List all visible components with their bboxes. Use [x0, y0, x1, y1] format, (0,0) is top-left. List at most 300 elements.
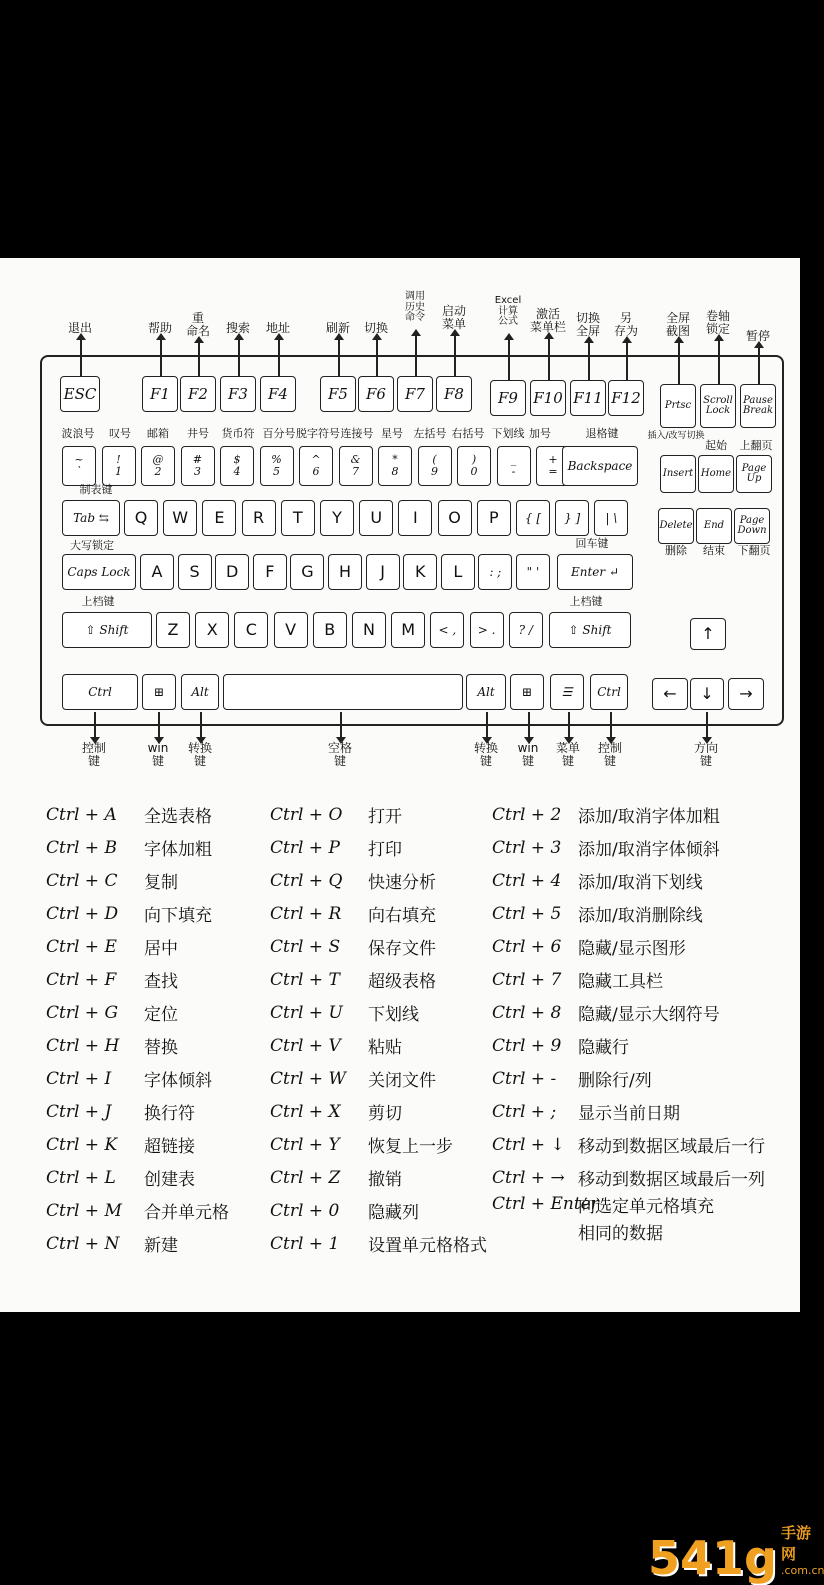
tab-row-key-4[interactable]: T: [281, 500, 315, 536]
shortcut-description: 移动到数据区域最后一列: [578, 1170, 765, 1190]
shortcut-row: [270, 1161, 487, 1194]
page-down-key[interactable]: Page Down: [734, 508, 770, 544]
arrow-left-key[interactable]: ←: [652, 678, 688, 710]
fn-label-1: 帮助: [147, 321, 173, 335]
number-key-upper: !: [116, 453, 121, 467]
arrow-down-key[interactable]: ↓: [690, 678, 724, 710]
fn-arrow-1: [160, 339, 162, 376]
bottom-label-menu: 菜单 键: [555, 741, 581, 768]
shortcut-description: 超级表格: [368, 972, 436, 992]
shortcut-combo: Ctrl + 8: [492, 1002, 562, 1023]
shift-row-key-0[interactable]: Z: [156, 612, 190, 648]
shortcut-description: 新建: [144, 1236, 178, 1256]
shortcut-row: [46, 1128, 229, 1161]
fn-label-15: 暂停: [745, 329, 771, 343]
bottom-label-ctrl_left: 控制 键: [81, 741, 107, 768]
shortcut-row: [46, 864, 229, 897]
shortcut-combo: Ctrl + -: [492, 1068, 557, 1089]
number-key-11[interactable]: [497, 446, 531, 486]
left-win-key[interactable]: ⊞: [142, 674, 176, 710]
caps-label: 大写锁定: [70, 539, 114, 552]
bottom-arrow-win_right: [528, 712, 530, 738]
shortcut-combo: Ctrl + R: [270, 903, 342, 924]
shortcut-row: [270, 963, 487, 996]
shortcut-column-3: [492, 798, 765, 1254]
shortcut-combo: Ctrl + 1: [270, 1233, 340, 1254]
fn-arrow-12: [626, 342, 628, 380]
fn-label-3: 搜索: [225, 321, 251, 335]
f6-key[interactable]: F6: [358, 376, 394, 412]
f1-key[interactable]: F1: [142, 376, 178, 412]
shortcut-combo: Ctrl + T: [270, 969, 340, 990]
shortcut-row: [270, 897, 487, 930]
shift-row-key-8[interactable]: > .: [470, 612, 504, 648]
shortcut-combo: Ctrl + 4: [492, 870, 562, 891]
fn-arrow-0: [80, 339, 82, 376]
shortcut-combo: Ctrl + V: [270, 1035, 341, 1056]
shortcut-row: [492, 897, 765, 930]
number-key-lower: 5: [273, 465, 280, 478]
tab-row-key-10[interactable]: { [: [516, 500, 550, 536]
shortcut-row: [492, 1128, 765, 1161]
number-key-2[interactable]: [141, 446, 175, 486]
shortcut-description: 合并单元格: [144, 1203, 229, 1223]
shift-row-key-9[interactable]: ? /: [509, 612, 543, 648]
number-key-upper: ): [471, 453, 477, 467]
shortcut-combo: Ctrl + 3: [492, 837, 562, 858]
shortcut-description: 恢复上一步: [368, 1137, 453, 1157]
number-key-3[interactable]: [181, 446, 215, 486]
shortcut-description: 超链接: [144, 1137, 195, 1157]
fn-arrow-8: [454, 335, 456, 376]
shortcut-row: [46, 996, 229, 1029]
shortcut-description: 字体加粗: [144, 840, 212, 860]
f8-key[interactable]: F8: [436, 376, 472, 412]
number-key-lower: 1: [115, 465, 122, 478]
f3-key[interactable]: F3: [220, 376, 256, 412]
shortcut-description: 添加/取消下划线: [578, 873, 703, 893]
tab-row-key-0[interactable]: Q: [124, 500, 158, 536]
number-key-1[interactable]: [102, 446, 136, 486]
f12-key[interactable]: F12: [608, 380, 644, 416]
shortcut-description: 字体倾斜: [144, 1071, 212, 1091]
delete-key[interactable]: Delete: [658, 508, 694, 544]
shortcut-row: [492, 864, 765, 897]
shortcut-description: 添加/取消字体加粗: [578, 807, 720, 827]
number-label-10: 右括号: [451, 427, 485, 440]
enter-key[interactable]: Enter ↵: [557, 554, 633, 590]
shortcut-row: [46, 1062, 229, 1095]
left-shift-label: 上档键: [81, 595, 115, 608]
f5-key[interactable]: F5: [320, 376, 356, 412]
number-key-lower: `: [76, 465, 82, 478]
watermark-site-name: 手游网: [780, 1524, 811, 1563]
watermark-logo-number: 541g: [648, 1531, 777, 1585]
caps-row-key-2[interactable]: D: [215, 554, 249, 590]
arrow-up-key[interactable]: ↑: [690, 618, 726, 650]
shortcut-row: [46, 831, 229, 864]
shortcut-row: [492, 1062, 765, 1095]
bottom-label-space: 空格 键: [327, 741, 353, 768]
number-label-5: 百分号: [262, 427, 296, 440]
shortcut-row: [270, 1194, 487, 1227]
caps-row-key-8[interactable]: L: [441, 554, 475, 590]
shortcut-row: [46, 1227, 229, 1260]
shortcut-description: 隐藏/显示大纲符号: [578, 1005, 720, 1025]
number-label-13: 退格键: [585, 427, 619, 440]
shortcut-row: [270, 1227, 487, 1260]
shortcut-row: [270, 1128, 487, 1161]
tab-row-key-2[interactable]: E: [202, 500, 236, 536]
bottom-arrow-win_left: [158, 712, 160, 738]
fn-label-0: 退出: [67, 321, 93, 335]
bottom-arrow-ctrl_right: [610, 712, 612, 738]
fn-label-5: 刷新: [325, 321, 351, 335]
fn-label-12: 另 存为: [613, 311, 639, 338]
watermark-url: .com.cn: [780, 1564, 824, 1577]
shortcut-description: 添加/取消删除线: [578, 906, 703, 926]
shortcut-row: [492, 963, 765, 996]
caps-row-key-5[interactable]: H: [328, 554, 362, 590]
number-key-5[interactable]: [260, 446, 294, 486]
fn-arrow-6: [376, 339, 378, 376]
tab-row-key-9[interactable]: P: [477, 500, 511, 536]
menu-key[interactable]: ☰: [550, 674, 584, 710]
f2-key[interactable]: F2: [180, 376, 216, 412]
fn-arrow-11: [588, 342, 590, 380]
tab-row-key-12[interactable]: | \: [594, 500, 628, 536]
bottom-label-win_right: win 键: [517, 741, 539, 768]
shortcut-row: [270, 798, 487, 831]
fn-arrow-15: [758, 347, 760, 384]
bottom-label-alt_left: 转换 键: [187, 741, 213, 768]
number-key-upper: %: [271, 453, 282, 467]
number-key-0[interactable]: [62, 446, 96, 486]
shortcut-description: 向下填充: [144, 906, 212, 926]
shortcut-combo: Ctrl + E: [46, 936, 117, 957]
caps-row-key-1[interactable]: S: [178, 554, 212, 590]
shortcut-combo: Ctrl + Enter: [492, 1194, 599, 1214]
keyboard-cheat-sheet: [0, 258, 800, 1312]
caps-lock-key[interactable]: Caps Lock: [62, 554, 136, 590]
caps-row-key-0[interactable]: A: [140, 554, 174, 590]
shortcut-description: 定位: [144, 1005, 178, 1025]
shortcut-description: 删除行/列: [578, 1071, 652, 1091]
home-key[interactable]: Home: [698, 455, 734, 493]
right-shift-key[interactable]: ⇧ Shift: [549, 612, 631, 648]
number-key-lower: -: [511, 465, 516, 478]
number-key-lower: 9: [431, 465, 438, 478]
f9-key[interactable]: F9: [490, 380, 526, 416]
insert-label: 插入/改写切换: [647, 431, 705, 441]
shortcut-description: 显示当前日期: [578, 1104, 680, 1124]
number-label-6: 脱字符号: [296, 427, 340, 440]
fn-arrow-5: [338, 339, 340, 376]
shortcut-row: [270, 1095, 487, 1128]
tab-key[interactable]: Tab ⇆: [62, 500, 120, 536]
shortcut-description: 替换: [144, 1038, 178, 1058]
shortcut-row: [492, 798, 765, 831]
number-key-upper: $: [233, 453, 241, 467]
fn-label-2: 重 命名: [185, 311, 211, 338]
shortcut-description: 添加/取消字体倾斜: [578, 840, 720, 860]
number-key-4[interactable]: [220, 446, 254, 486]
number-key-upper: @: [152, 453, 164, 467]
shortcut-combo: Ctrl + S: [270, 936, 341, 957]
caps-row-key-6[interactable]: J: [366, 554, 400, 590]
shortcut-row: [492, 1194, 765, 1254]
number-key-lower: =: [548, 465, 558, 478]
shortcut-description: 换行符: [144, 1104, 195, 1124]
right-alt-key[interactable]: Alt: [466, 674, 506, 710]
tab-row-key-7[interactable]: I: [398, 500, 432, 536]
shortcut-description: 复制: [144, 873, 178, 893]
shortcut-combo: Ctrl + 5: [492, 903, 562, 924]
shortcut-combo: Ctrl + Q: [270, 870, 343, 891]
number-key-lower: 8: [391, 465, 399, 478]
number-key-7[interactable]: [339, 446, 373, 486]
number-label-9: 左括号: [413, 427, 447, 440]
shortcut-row: [46, 897, 229, 930]
caps-row-key-10[interactable]: " ': [516, 554, 550, 590]
esc-key[interactable]: ESC: [60, 376, 100, 412]
shortcut-column-2: [270, 798, 487, 1260]
shortcut-combo: Ctrl + D: [46, 903, 119, 924]
shortcut-description: 下划线: [368, 1005, 419, 1025]
number-key-lower: 7: [352, 465, 359, 478]
shortcut-row: [46, 1095, 229, 1128]
left-alt-key[interactable]: Alt: [181, 674, 219, 710]
shortcut-column-1: [46, 798, 229, 1260]
tab-row-key-5[interactable]: Y: [320, 500, 354, 536]
shortcut-description: 居中: [144, 939, 178, 959]
f7-key[interactable]: F7: [397, 376, 433, 412]
shortcut-row: [46, 930, 229, 963]
shift-row-key-3[interactable]: V: [274, 612, 308, 648]
number-key-upper: *: [392, 453, 398, 467]
shortcut-description: 撤销: [368, 1170, 402, 1190]
number-key-9[interactable]: [418, 446, 452, 486]
shortcut-row: [270, 1029, 487, 1062]
shortcut-combo: Ctrl + G: [46, 1002, 119, 1023]
page-up-label: 上翻页: [739, 439, 773, 452]
shortcut-combo: Ctrl + K: [46, 1134, 118, 1155]
shortcut-combo: Ctrl + Y: [270, 1134, 340, 1155]
shift-row-key-6[interactable]: M: [391, 612, 425, 648]
page-down-label: 下翻页: [737, 544, 771, 557]
shortcut-combo: Ctrl + H: [46, 1035, 120, 1056]
shortcut-description: 隐藏/显示图形: [578, 939, 686, 959]
number-key-lower: 4: [233, 465, 241, 478]
shortcut-description: 隐藏工具栏: [578, 972, 663, 992]
bottom-arrow-alt_right: [486, 712, 488, 738]
shortcut-combo: Ctrl + →: [492, 1167, 565, 1188]
caps-row-key-9[interactable]: : ;: [478, 554, 512, 590]
fn-label-6: 切换: [363, 321, 389, 335]
shortcut-combo: Ctrl + Z: [270, 1167, 341, 1188]
shortcut-description: 快速分析: [368, 873, 436, 893]
end-label: 结束: [703, 544, 725, 557]
shortcut-combo: Ctrl + C: [46, 870, 118, 891]
right-ctrl-key[interactable]: Ctrl: [590, 674, 628, 710]
bottom-label-alt_right: 转换 键: [473, 741, 499, 768]
number-key-upper: #: [192, 453, 203, 467]
fn-arrow-10: [548, 338, 550, 380]
shortcut-combo: Ctrl + ;: [492, 1101, 557, 1122]
shortcut-combo: Ctrl + P: [270, 837, 340, 858]
fn-label-4: 地址: [265, 321, 291, 335]
page-up-key[interactable]: Page Up: [736, 455, 772, 493]
number-key-6[interactable]: [299, 446, 333, 486]
shortcut-combo: Ctrl + J: [46, 1101, 112, 1122]
shortcut-combo: Ctrl + M: [46, 1200, 122, 1221]
left-shift-key[interactable]: ⇧ Shift: [62, 612, 152, 648]
shortcut-row: [492, 930, 765, 963]
number-key-lower: 0: [470, 465, 478, 478]
shortcut-row: [46, 963, 229, 996]
shortcut-description: 全选表格: [144, 807, 212, 827]
prtsc-key[interactable]: Prtsc: [660, 384, 696, 428]
shortcut-row: [270, 864, 487, 897]
delete-label: 删除: [665, 544, 687, 557]
bottom-arrow-alt_left: [200, 712, 202, 738]
shortcut-description: 向右填充: [368, 906, 436, 926]
shortcut-row: [46, 798, 229, 831]
shortcut-combo: Ctrl + 7: [492, 969, 562, 990]
shortcut-combo: Ctrl + I: [46, 1068, 112, 1089]
number-label-7: 连接号: [340, 427, 374, 440]
shift-row-key-5[interactable]: N: [352, 612, 386, 648]
number-label-2: 邮箱: [147, 427, 169, 440]
bottom-arrow-menu: [568, 712, 570, 738]
number-key-8[interactable]: [378, 446, 412, 486]
fn-arrow-7: [415, 335, 417, 376]
bottom-arrow-ctrl_left: [94, 712, 96, 738]
shortcut-description: 打印: [368, 840, 402, 860]
tab-label: 制表键: [79, 483, 113, 496]
number-key-upper: _: [510, 453, 517, 467]
site-watermark: [648, 1522, 824, 1585]
number-label-1: 叹号: [109, 427, 131, 440]
number-label-4: 货币符: [221, 427, 255, 440]
number-key-upper: (: [432, 453, 437, 467]
shortcut-row: [46, 1161, 229, 1194]
shortcut-row: [492, 996, 765, 1029]
f10-key[interactable]: F10: [530, 380, 566, 416]
shortcut-description: 向选定单元格填充 相同的数据: [578, 1197, 714, 1245]
fn-label-11: 切换 全屏: [575, 311, 601, 338]
shortcut-combo: Ctrl + F: [46, 969, 117, 990]
shortcut-description: 创建表: [144, 1170, 195, 1190]
shortcut-combo: Ctrl + O: [270, 804, 343, 825]
number-key-upper: +: [548, 453, 558, 467]
number-key-upper: ~: [74, 453, 84, 467]
enter-label: 回车键: [575, 537, 609, 550]
shortcut-row: [270, 831, 487, 864]
shortcut-combo: Ctrl + 6: [492, 936, 562, 957]
fn-arrow-3: [238, 339, 240, 376]
shift-row-key-7[interactable]: < ,: [430, 612, 464, 648]
shortcut-combo: Ctrl + B: [46, 837, 117, 858]
arrow-right-key[interactable]: →: [728, 678, 764, 710]
shortcut-combo: Ctrl + A: [46, 804, 117, 825]
shift-row-key-4[interactable]: B: [313, 612, 347, 648]
fn-label-13: 全屏 截图: [665, 311, 691, 338]
pause-break-key[interactable]: Pause Break: [740, 384, 776, 428]
backspace-key[interactable]: Backspace: [562, 446, 638, 486]
number-label-8: 星号: [381, 427, 403, 440]
number-key-10[interactable]: [457, 446, 491, 486]
shortcut-row: [492, 1029, 765, 1062]
shortcut-combo: Ctrl + 0: [270, 1200, 340, 1221]
fn-label-10: 激活 菜单栏: [529, 307, 567, 334]
fn-arrow-9: [508, 339, 510, 380]
end-key[interactable]: End: [696, 508, 732, 544]
shortcut-description: 移动到数据区域最后一行: [578, 1137, 765, 1157]
shortcut-description: 设置单元格格式: [368, 1236, 487, 1256]
home-label: 起始: [705, 439, 727, 452]
caps-row-key-7[interactable]: K: [403, 554, 437, 590]
fn-arrow-14: [718, 340, 720, 384]
fn-label-8: 启动 菜单: [441, 304, 467, 331]
fn-arrow-2: [198, 342, 200, 376]
scroll-lock-key[interactable]: Scroll Lock: [700, 384, 736, 428]
fn-label-14: 卷轴 锁定: [705, 309, 731, 336]
shortcut-combo: Ctrl + ↓: [492, 1134, 565, 1155]
number-key-upper: &: [350, 453, 361, 467]
shift-row-key-1[interactable]: X: [195, 612, 229, 648]
bottom-label-win_left: win 键: [147, 741, 169, 768]
number-label-11: 下划线: [491, 427, 525, 440]
tab-row-key-1[interactable]: W: [163, 500, 197, 536]
left-ctrl-key[interactable]: Ctrl: [62, 674, 138, 710]
tab-row-key-6[interactable]: U: [359, 500, 393, 536]
number-key-upper: ^: [311, 453, 321, 467]
fn-label-7: 调用 历史 命令: [405, 291, 425, 323]
bottom-arrow-space: [340, 712, 342, 738]
spacebar-key[interactable]: [223, 674, 463, 710]
fn-arrow-4: [278, 339, 280, 376]
tab-row-key-3[interactable]: R: [242, 500, 276, 536]
shortcut-description: 隐藏行: [578, 1038, 629, 1058]
insert-key[interactable]: Insert: [660, 455, 696, 493]
shift-row-key-2[interactable]: C: [234, 612, 268, 648]
number-key-lower: 3: [194, 465, 201, 478]
f11-key[interactable]: F11: [570, 380, 606, 416]
f4-key[interactable]: F4: [260, 376, 296, 412]
tab-row-key-8[interactable]: O: [438, 500, 472, 536]
shortcut-row: [270, 930, 487, 963]
caps-row-key-4[interactable]: G: [290, 554, 324, 590]
bottom-label-arrows: 方向 键: [693, 741, 719, 768]
shortcut-description: 剪切: [368, 1104, 402, 1124]
bottom-label-ctrl_right: 控制 键: [597, 741, 623, 768]
right-win-key[interactable]: ⊞: [510, 674, 544, 710]
shortcut-row: [46, 1194, 229, 1227]
shortcut-combo: Ctrl + X: [270, 1101, 341, 1122]
shortcut-description: 查找: [144, 972, 178, 992]
shortcut-combo: Ctrl + W: [270, 1068, 346, 1089]
shortcut-row: [492, 831, 765, 864]
number-key-lower: 2: [154, 465, 162, 478]
shortcut-row: [270, 996, 487, 1029]
tab-row-key-11[interactable]: } ]: [555, 500, 589, 536]
shortcut-row: [46, 1029, 229, 1062]
caps-row-key-3[interactable]: F: [253, 554, 287, 590]
number-key-lower: 6: [312, 465, 320, 478]
shortcut-combo: Ctrl + L: [46, 1167, 116, 1188]
number-label-12: 加号: [529, 427, 551, 440]
